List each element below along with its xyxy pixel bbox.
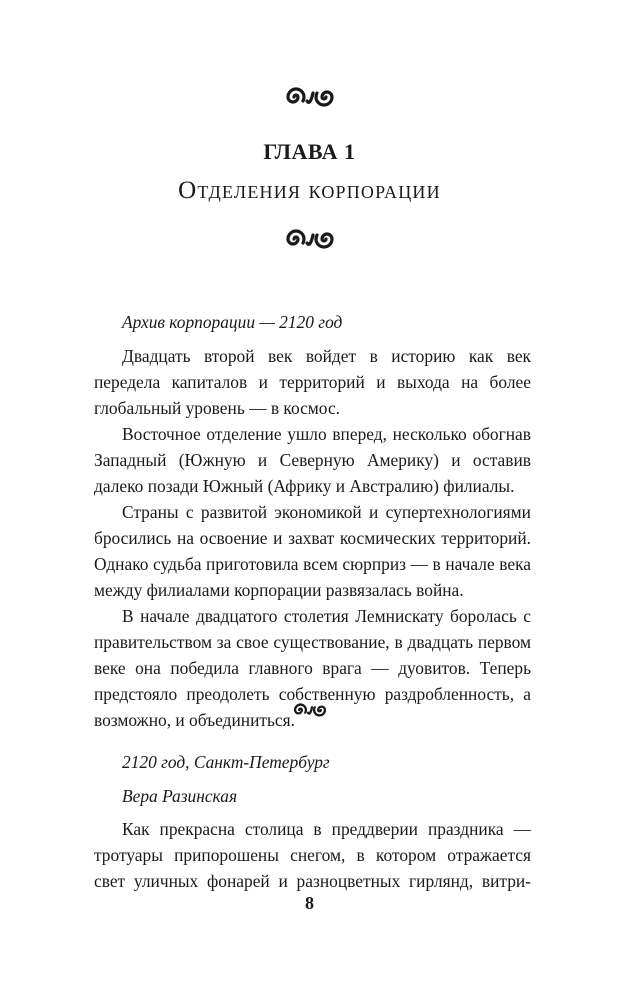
double-spiral-ornament-icon [282,228,338,250]
paragraph: Как прекрасна столица в преддверии праздника — тротуары припорошены снегом, в котором отражается свет уличных фонарей и разноцветных гирлянд, витри- [94,819,531,891]
page-number: 8 [305,893,314,913]
double-spiral-ornament-icon [291,702,329,718]
chapter-top-ornament [0,86,619,108]
paragraph: Двадцать второй век войдет в историю как век передела капиталов и территорий и выхода на более глобальный уровень — в космос. [94,346,531,418]
chapter-label: ГЛАВА 1 [263,139,356,164]
chapter-title: Отделения корпорации [178,177,441,204]
section-heading-archive: Архив корпорации — 2120 год [122,312,343,332]
paragraph: Восточное отделение ушло вперед, несколько обогнав Западный (Южную и Северную Америку) и оставив далеко позади Южный (Африку и Австралию) филиалы. [94,424,531,496]
double-spiral-ornament-icon [282,86,338,108]
section-separator-ornament [0,702,619,718]
section-one-body [94,343,531,733]
section-place-date: 2120 год, Санкт-Петербург [122,752,330,772]
section-two-body [94,816,531,894]
paragraph: В начале двадцатого столетия Лемнискату боролась с правительством за свое существование, в двадцать первом веке она победила главного врага — дуовитов. Теперь предстояло преодолеть собственную раздробленность, а возможно, и объединиться. [94,606,531,730]
section-character-name: Вера Разинская [122,786,238,806]
chapter-bottom-ornament [0,228,619,250]
paragraph: Страны с развитой экономикой и супертехнологиями бросились на освоение и захват космических территорий. Однако судьба приготовила всем сюрприз — в начале века между филиалами корпорации развязалась война. [94,502,531,600]
